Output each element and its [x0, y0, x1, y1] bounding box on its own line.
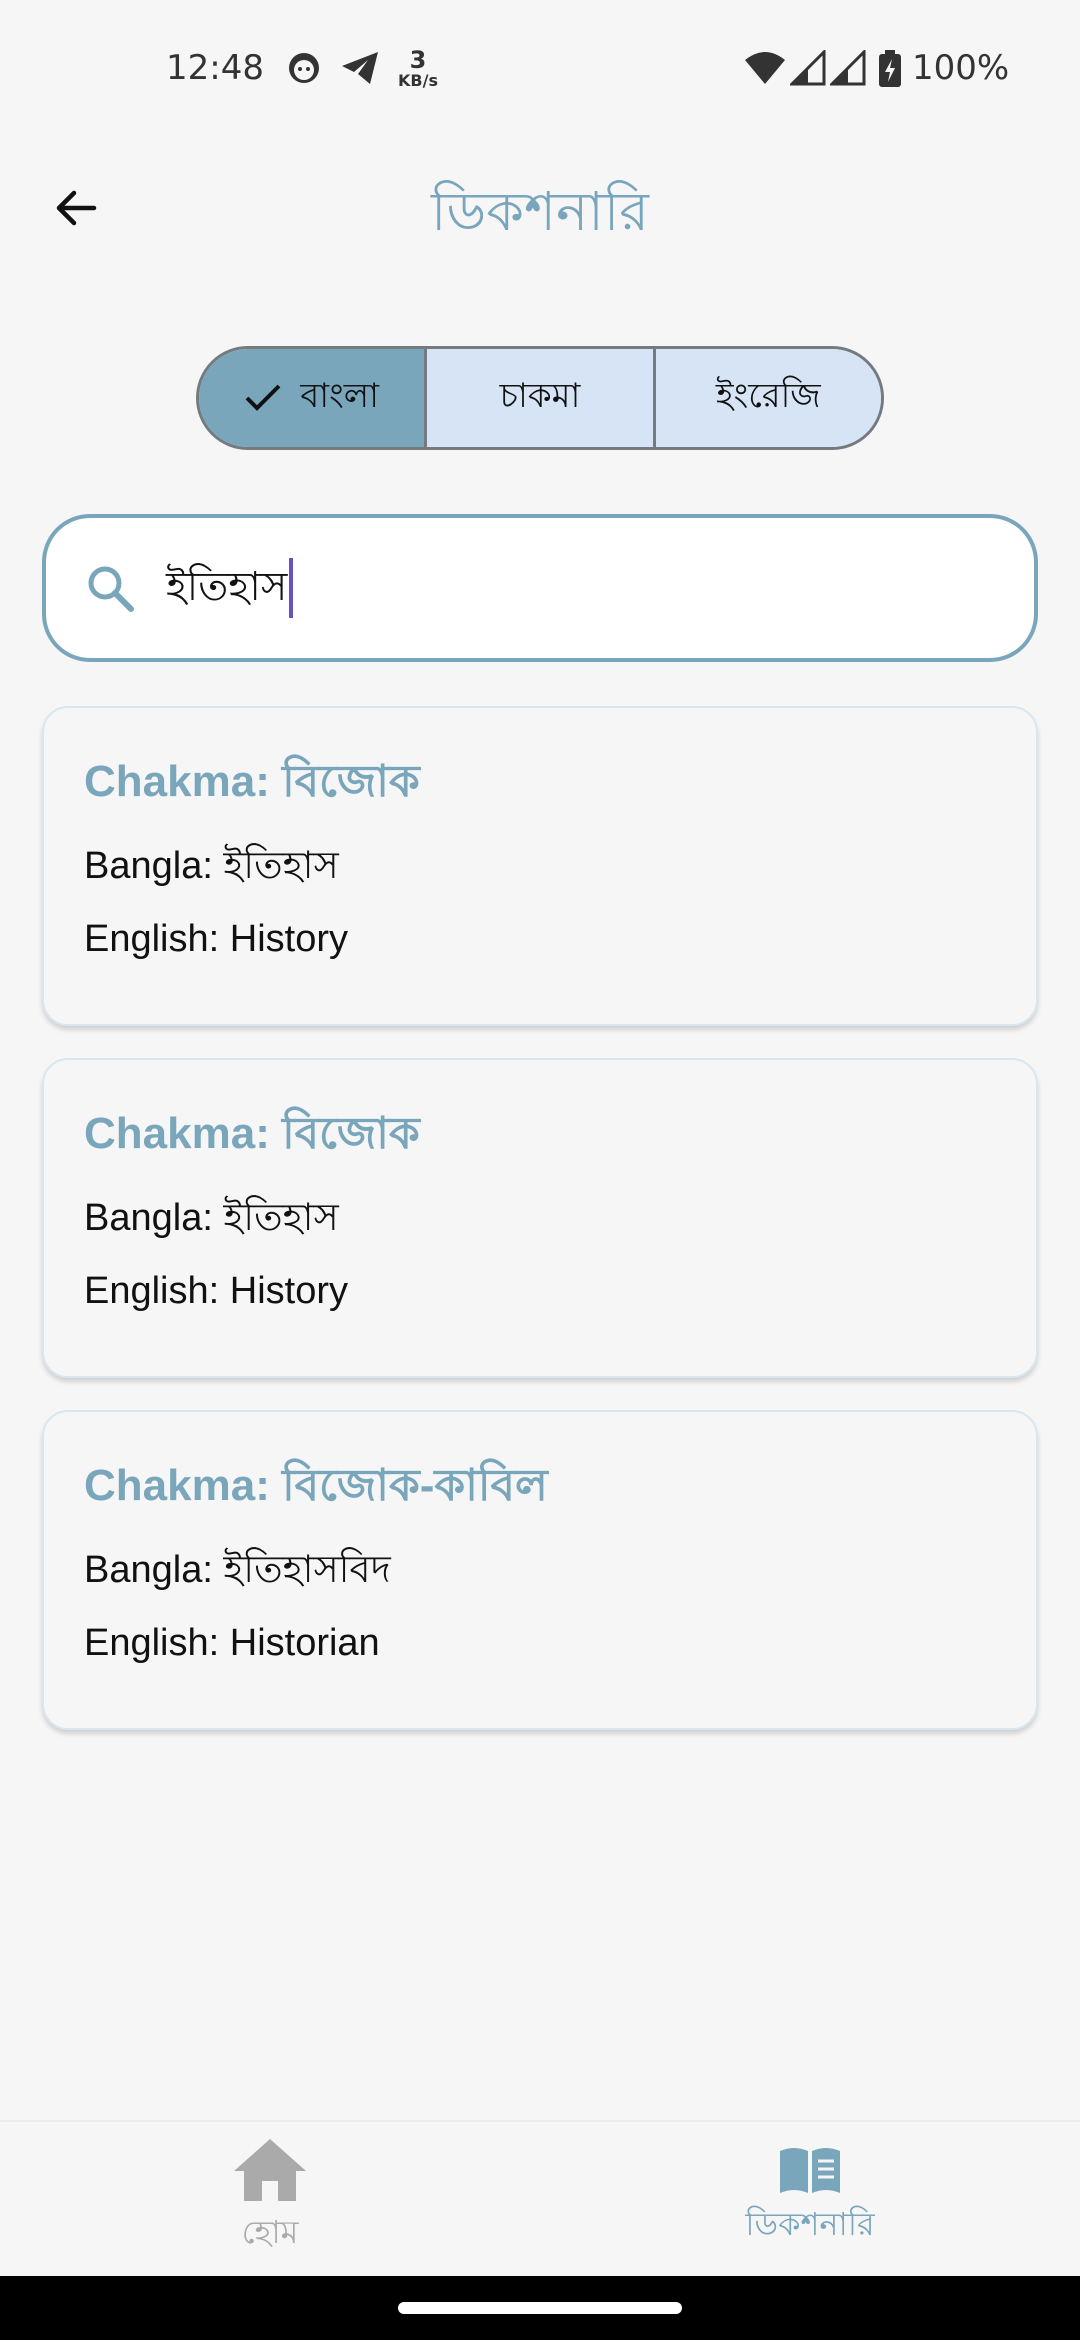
home-icon — [232, 2137, 308, 2203]
search-field[interactable] — [42, 514, 1038, 662]
result-card[interactable] — [42, 1410, 1038, 1730]
language-option-chakma[interactable] — [424, 349, 652, 447]
battery-charging-icon — [878, 50, 902, 92]
language-option-label: চাকমা — [499, 375, 581, 416]
language-option-label: বাংলা — [300, 375, 379, 416]
system-gesture-bar — [0, 2276, 1080, 2340]
signal-icon — [790, 50, 826, 90]
nav-item-home[interactable] — [0, 2122, 540, 2276]
result-english: English: History — [84, 918, 348, 960]
battery-percent: 100% — [912, 48, 1010, 88]
result-chakma: Chakma: বিজোক — [84, 1109, 420, 1158]
search-input-value: ইতিহাস — [166, 563, 288, 610]
result-chakma: Chakma: বিজোক-কাবিল — [84, 1461, 548, 1510]
language-option-label: ইংরেজি — [715, 375, 821, 416]
search-input[interactable] — [166, 555, 986, 622]
speed-unit: KB/s — [398, 71, 438, 90]
home-gesture-handle[interactable] — [398, 2302, 682, 2314]
result-english: English: History — [84, 1270, 348, 1312]
status-time: 12:48 — [166, 48, 264, 88]
search-icon — [80, 558, 140, 618]
result-bangla: Bangla: ইতিহাস — [84, 845, 339, 887]
bottom-navigation — [0, 2120, 1080, 2276]
page-title: ডিকশনারি — [431, 180, 649, 243]
results-list — [42, 706, 1038, 1762]
result-card[interactable] — [42, 1058, 1038, 1378]
text-caret — [289, 558, 293, 618]
nav-label-dictionary: ডিকশনারি — [745, 2205, 875, 2243]
result-bangla: Bangla: ইতিহাসবিদ — [84, 1549, 391, 1591]
wifi-icon — [744, 50, 786, 90]
check-icon — [244, 383, 282, 413]
speed-value: 3 — [409, 46, 427, 74]
nav-label-home: হোম — [241, 2213, 299, 2251]
nav-item-dictionary[interactable] — [540, 2122, 1080, 2276]
language-option-english[interactable] — [653, 349, 881, 447]
network-speed — [398, 48, 438, 89]
signal-icon — [830, 50, 866, 90]
language-selector — [196, 346, 884, 450]
face-notification-icon — [286, 50, 322, 90]
result-chakma: Chakma: বিজোক — [84, 757, 420, 806]
telegram-icon — [340, 50, 380, 90]
status-bar — [0, 0, 1080, 140]
result-bangla: Bangla: ইতিহাস — [84, 1197, 339, 1239]
book-icon — [778, 2145, 842, 2195]
language-option-bangla[interactable] — [199, 349, 424, 447]
result-card[interactable] — [42, 706, 1038, 1026]
result-english: English: Historian — [84, 1622, 380, 1664]
